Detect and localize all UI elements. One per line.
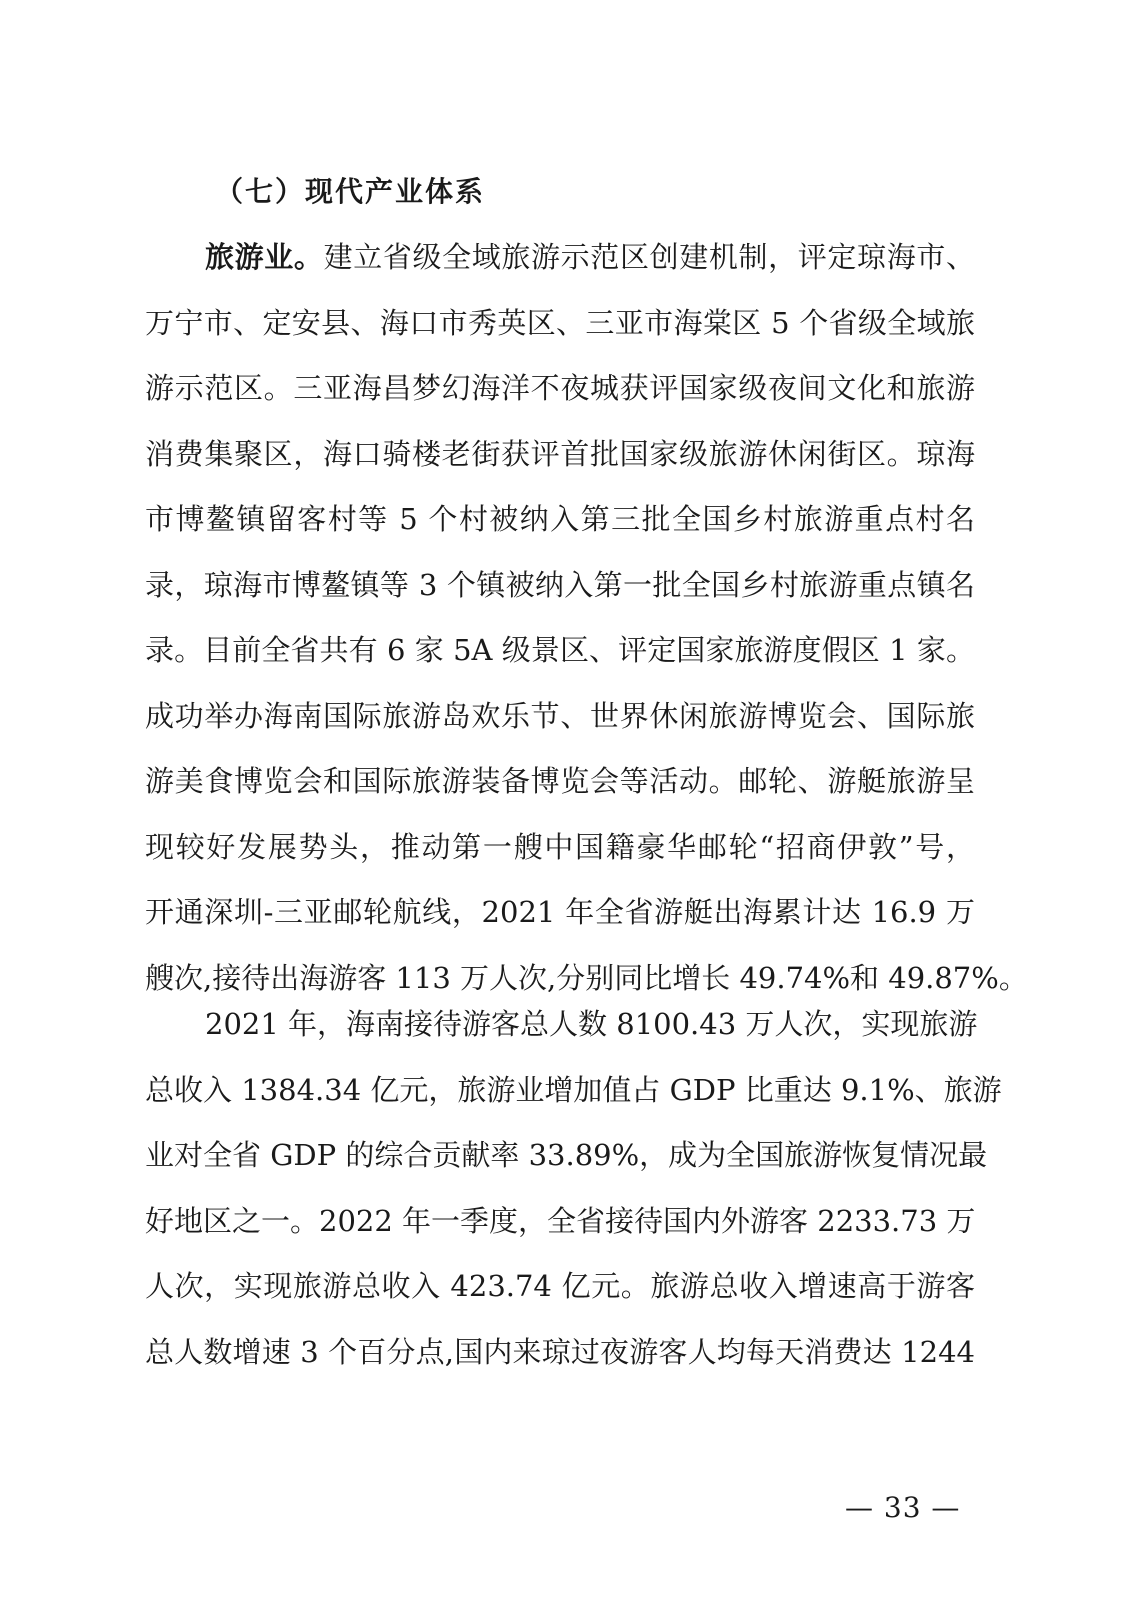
- paragraph-line-text: 建立省级全域旅游示范区创建机制，评定琼海市、: [323, 240, 975, 274]
- paragraph-lead: 旅游业。: [205, 240, 324, 274]
- paragraph-line: 总人数增速 3 个百分点,国内来琼过夜游客人均每天消费达 1244: [145, 1334, 975, 1369]
- paragraph-line: 总收入 1384.34 亿元，旅游业增加值占 GDP 比重达 9.1%、旅游: [145, 1072, 1002, 1107]
- paragraph-line: 好地区之一。2022 年一季度，全省接待国内外游客 2233.73 万: [145, 1203, 976, 1238]
- paragraph-line: 消费集聚区，海口骑楼老街获评首批国家级旅游休闲街区。琼海: [145, 436, 975, 471]
- paragraph-line: [145, 225, 975, 291]
- paragraph-line: 万宁市、定安县、海口市秀英区、三亚市海棠区 5 个省级全域旅: [145, 305, 975, 340]
- paragraph-line: 开通深圳-三亚邮轮航线，2021 年全省游艇出海累计达 16.9 万: [145, 895, 975, 929]
- tourism-statistics-paragraph: [145, 992, 1002, 1385]
- paragraph-line: 录，琼海市博鳌镇等 3 个镇被纳入第一批全国乡村旅游重点镇名: [145, 567, 975, 602]
- tourism-paragraph: [145, 225, 1028, 1011]
- paragraph-line: 艘次,接待出海游客 113 万人次,分别同比增长 49.74%和 49.87%。: [145, 960, 1028, 995]
- paragraph-line: 人次，实现旅游总收入 423.74 亿元。旅游总收入增速高于游客: [145, 1269, 975, 1303]
- paragraph-line: 成功举办海南国际旅游岛欢乐节、世界休闲旅游博览会、国际旅: [145, 698, 975, 733]
- paragraph-line: 现较好发展势头，推动第一艘中国籍豪华邮轮“招商伊敦”号，: [145, 829, 975, 864]
- section-heading: （七）现代产业体系: [215, 175, 486, 208]
- page-number: — 33 —: [845, 1491, 961, 1524]
- paragraph-line: 录。目前全省共有 6 家 5A 级景区、评定国家旅游度假区 1 家。: [145, 633, 975, 667]
- paragraph-line: 业对全省 GDP 的综合贡献率 33.89%，成为全国旅游恢复情况最: [145, 1138, 988, 1172]
- paragraph-line: 游示范区。三亚海昌梦幻海洋不夜城获评国家级夜间文化和旅游: [145, 371, 975, 405]
- paragraph-line: 2021 年，海南接待游客总人数 8100.43 万人次，实现旅游: [205, 1007, 978, 1041]
- paragraph-line: 游美食博览会和国际旅游装备博览会等活动。邮轮、游艇旅游呈: [145, 764, 975, 798]
- paragraph-line: 市博鳌镇留客村等 5 个村被纳入第三批全国乡村旅游重点村名: [145, 502, 975, 536]
